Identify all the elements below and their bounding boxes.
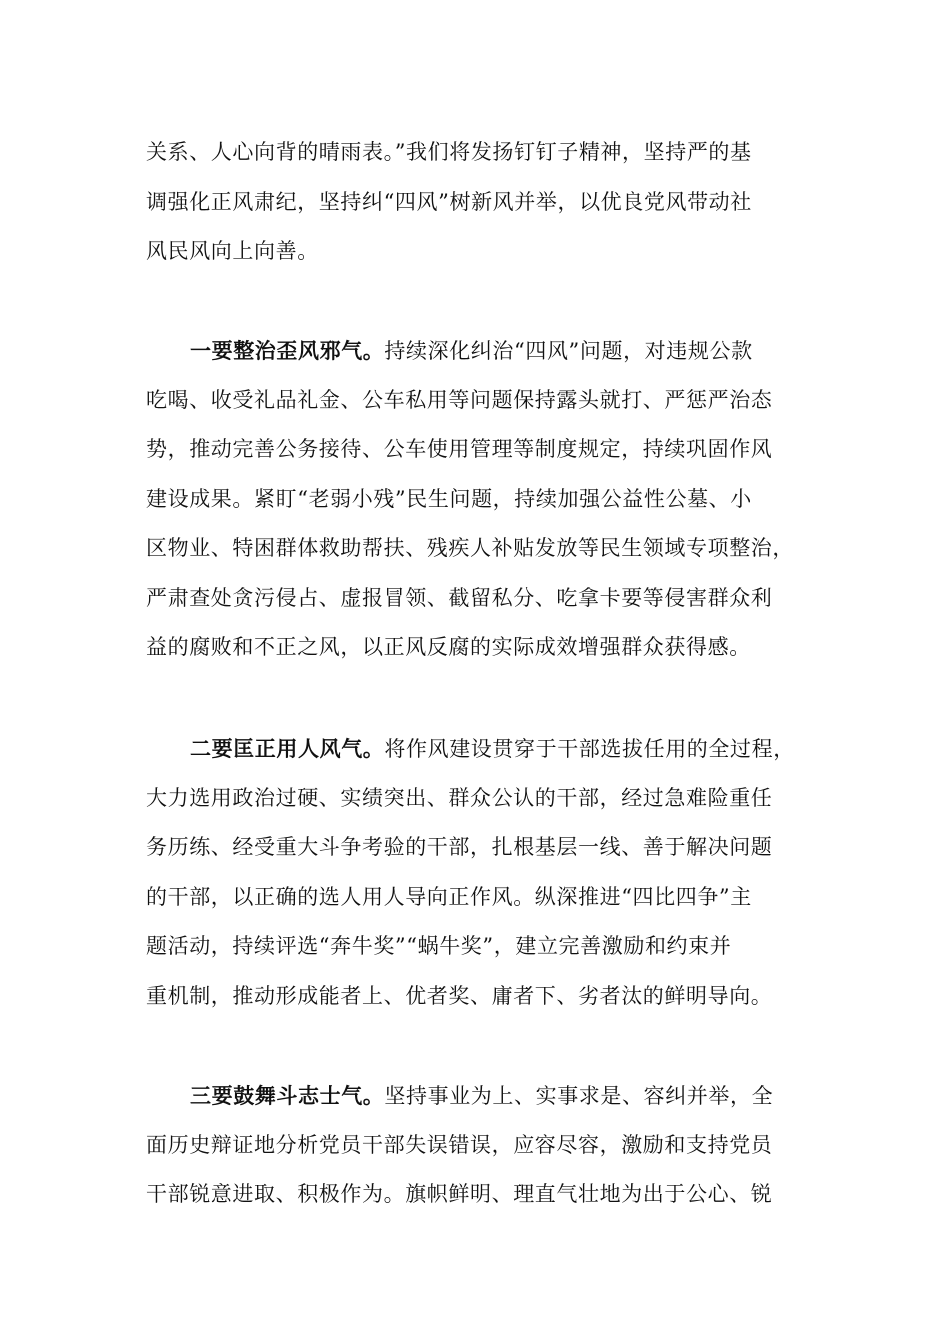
text-line: 题活动，持续评选“奔牛奖”“蜗牛奖”，建立完善激励和约束并 bbox=[146, 934, 732, 958]
text-line: 吃喝、收受礼品礼金、公车私用等问题保持露头就打、严惩严治态 bbox=[146, 387, 773, 412]
section-one-first-line-text: 持续深化纠治“四风”问题，对违规公款 bbox=[384, 339, 753, 363]
text-line: 区物业、特困群体救助帮扶、残疾人补贴发放等民生领域专项整治， bbox=[146, 536, 794, 560]
text-line: 干部锐意进取、积极作为。旗帜鲜明、理直气壮地为出于公心、锐 bbox=[146, 1182, 773, 1206]
section-two-first-line-text: 将作风建设贯穿于干部选拔任用的全过程， bbox=[384, 737, 795, 761]
text-line: 风民风向上向善。 bbox=[146, 239, 319, 263]
text-line: 重机制，推动形成能者上、优者奖、庸者下、劣者汰的鲜明导向。 bbox=[146, 983, 773, 1008]
section-one-paragraph bbox=[146, 326, 806, 673]
section-three-first-line-text: 坚持事业为上、实事求是、容纠并举，全 bbox=[384, 1084, 774, 1108]
text-line: 严肃查处贪污侵占、虚报冒领、截留私分、吃拿卡要等侵害群众利 bbox=[146, 585, 773, 610]
text-line: 面历史辩证地分析党员干部失误错误，应容尽容，激励和支持党员 bbox=[146, 1132, 773, 1157]
text-line: 建设成果。紧盯“老弱小残”民生问题，持续加强公益性公墓、小 bbox=[146, 486, 752, 511]
section-three-heading: 三要鼓舞斗志士气。 bbox=[190, 1083, 385, 1108]
text-line: 势，推动完善公务接待、公车使用管理等制度规定，持续巩固作风 bbox=[146, 437, 773, 461]
section-two-heading: 二要匡正用人风气。 bbox=[190, 736, 385, 761]
section-three-first-line bbox=[146, 1071, 806, 1121]
text-line: 调强化正风肃纪，坚持纠“四风”树新风并举，以优良党风带动社 bbox=[146, 189, 752, 214]
text-line: 务历练、经受重大斗争考验的干部，扎根基层一线、善于解决问题 bbox=[146, 835, 773, 859]
section-three-paragraph bbox=[146, 1071, 806, 1220]
text-line: 益的腐败和不正之风，以正风反腐的实际成效增强群众获得感。 bbox=[146, 635, 751, 659]
intro-paragraph bbox=[146, 128, 806, 277]
section-two-first-line bbox=[146, 724, 806, 774]
text-line: 大力选用政治过硬、实绩突出、群众公认的干部，经过急难险重任 bbox=[146, 785, 773, 810]
section-one-first-line bbox=[146, 326, 806, 376]
text-line: 的干部，以正确的选人用人导向正作风。纵深推进“四比四争”主 bbox=[146, 884, 752, 909]
section-two-paragraph bbox=[146, 724, 806, 1021]
section-one-heading: 一要整治歪风邪气。 bbox=[190, 338, 385, 363]
text-line: 关系、人心向背的晴雨表。”我们将发扬钉钉子精神，坚持严的基 bbox=[146, 140, 752, 164]
